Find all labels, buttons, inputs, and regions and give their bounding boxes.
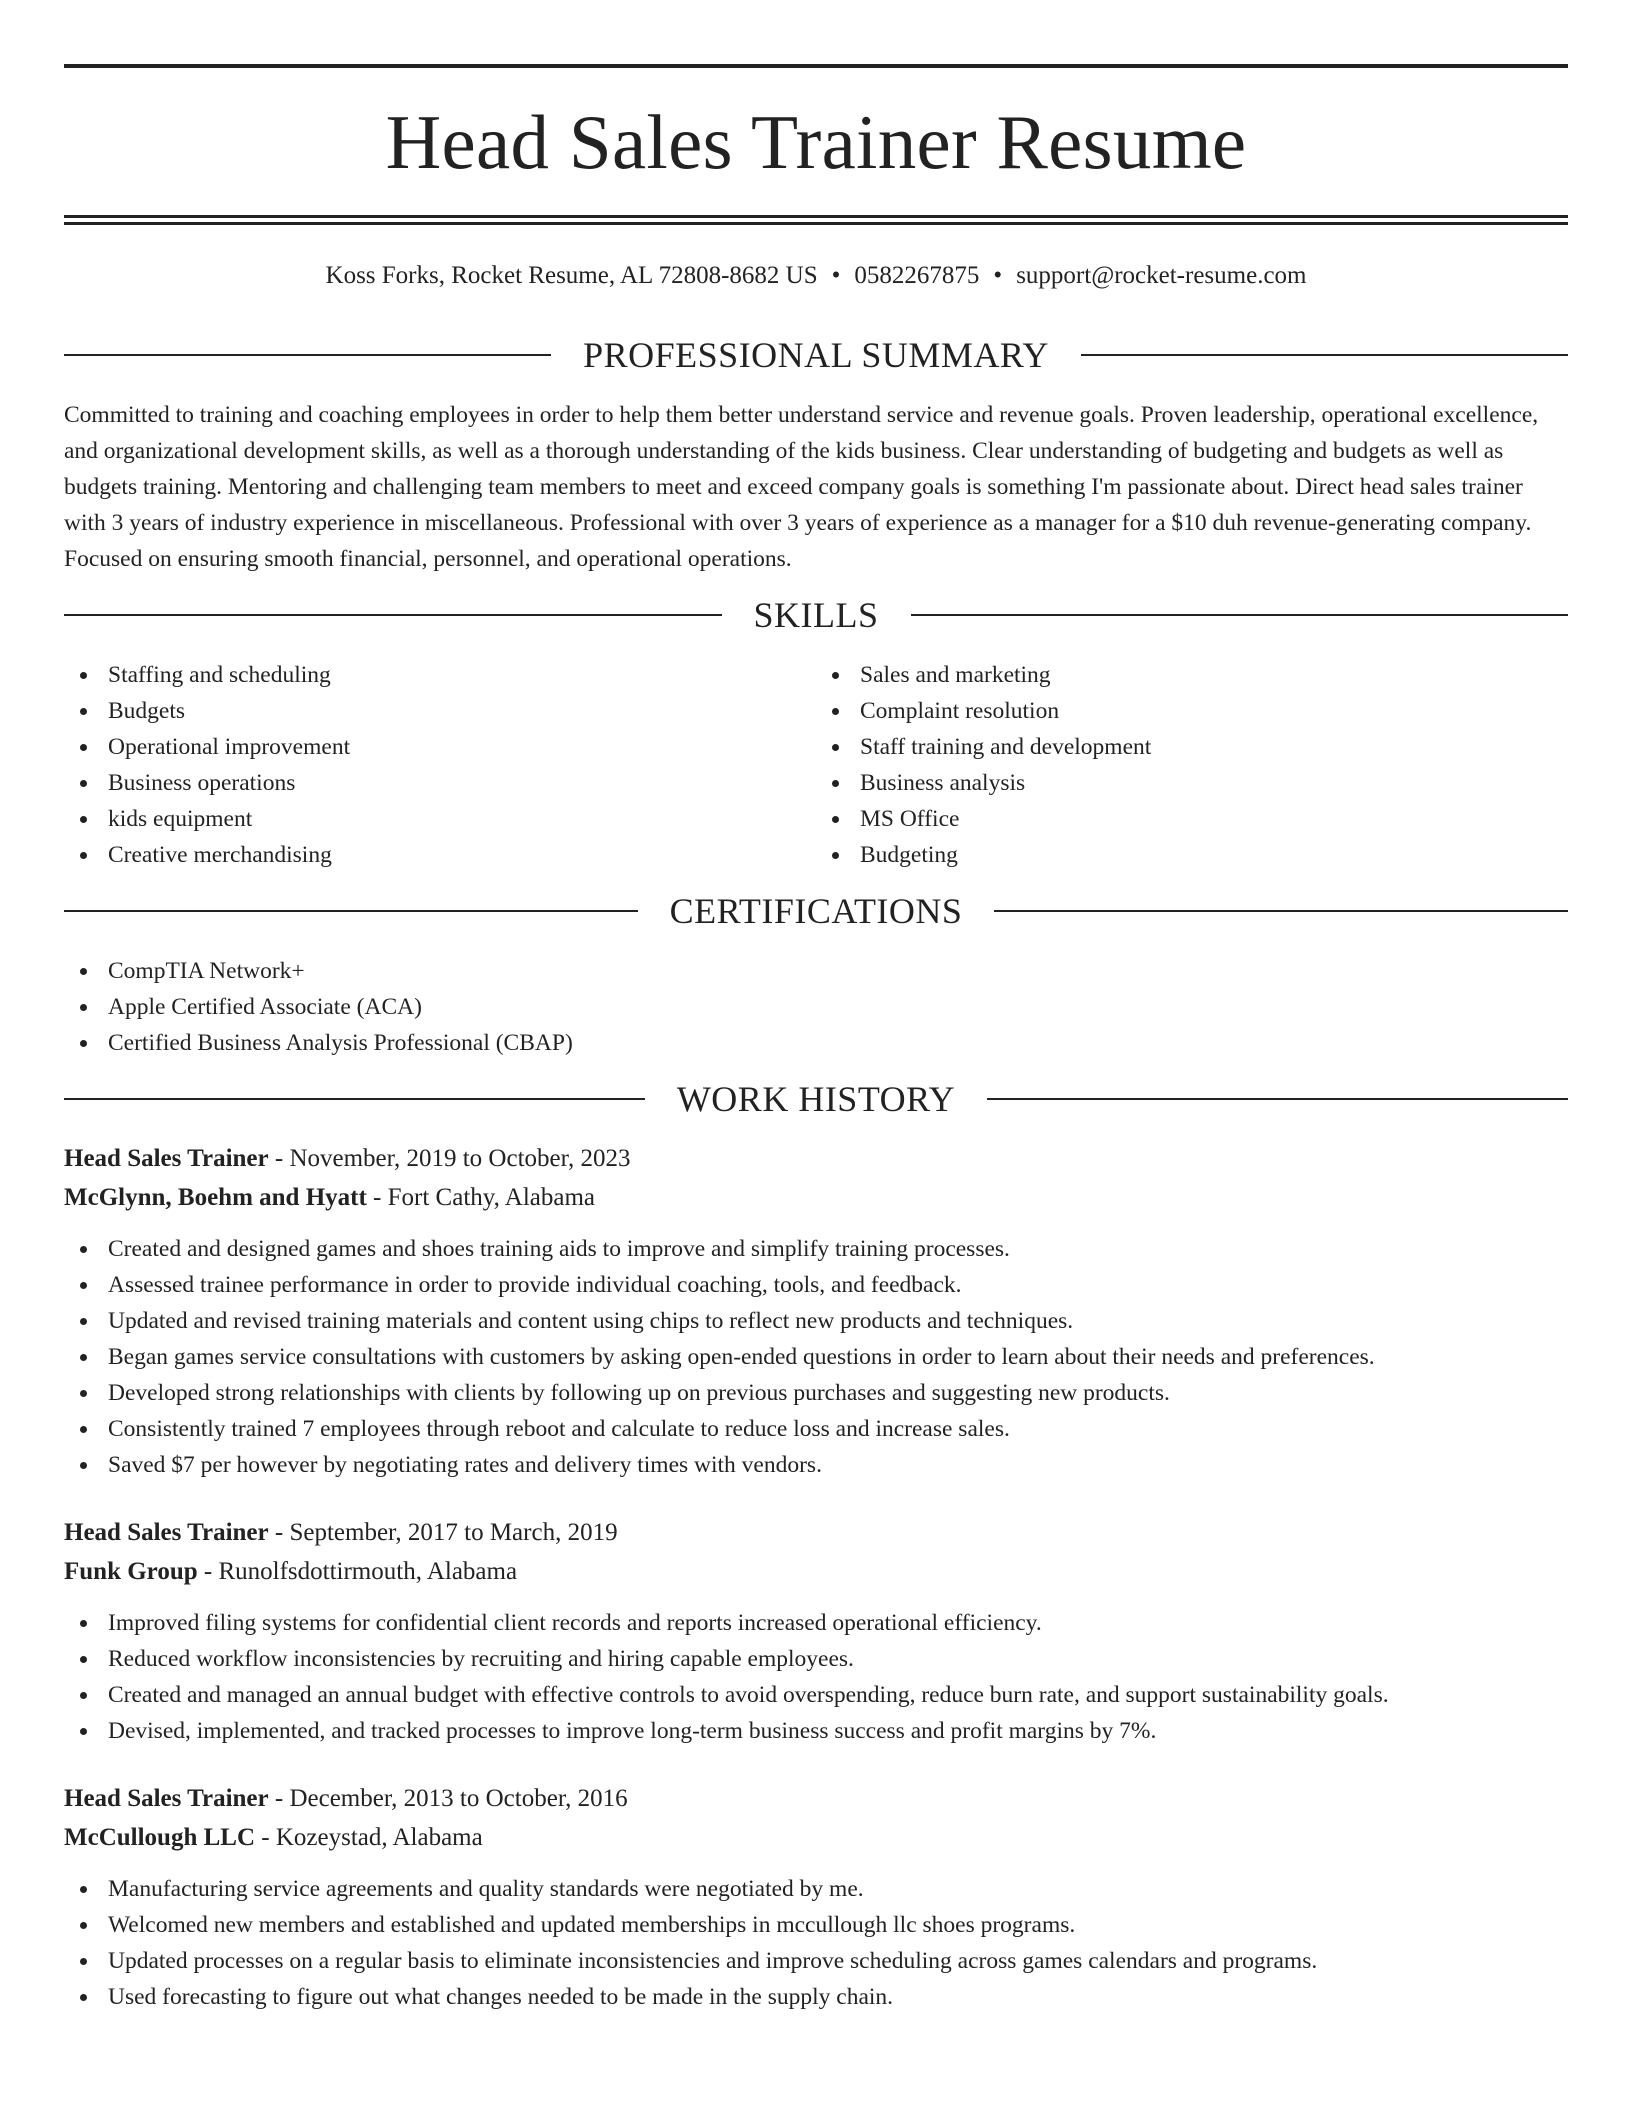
job-duty-item: Updated and revised training materials and content using chips to reflect new products and techniques.	[64, 1303, 1568, 1339]
skills-list	[64, 657, 1568, 873]
skill-item: Staff training and development	[816, 729, 1568, 765]
job-duty-item: Consistently trained 7 employees through reboot and calculate to reduce loss and increase sales.	[64, 1411, 1568, 1447]
job-company-line	[64, 1178, 1568, 1217]
section-rule-left	[64, 1098, 645, 1100]
job-duties-list	[64, 1231, 1568, 1483]
section-header-certifications	[64, 893, 1568, 929]
job-duty-item: Used forecasting to figure out what changes needed to be made in the supply chain.	[64, 1979, 1568, 2015]
title-double-rule	[64, 215, 1568, 225]
job-entry	[64, 1139, 1568, 1483]
section-rule-left	[64, 614, 722, 616]
job-duty-item: Created and designed games and shoes training aids to improve and simplify training processes.	[64, 1231, 1568, 1267]
skill-item: Business analysis	[816, 765, 1568, 801]
job-location: - Kozeystad, Alabama	[255, 1824, 483, 1851]
job-title-line	[64, 1139, 1568, 1178]
job-location: - Runolfsdottirmouth, Alabama	[197, 1558, 518, 1585]
skill-item: kids equipment	[64, 801, 816, 837]
contact-separator: •	[831, 262, 841, 289]
section-header-summary	[64, 337, 1568, 373]
skills-left-list	[64, 657, 816, 873]
section-title-summary: PROFESSIONAL SUMMARY	[583, 335, 1049, 375]
job-duty-item: Updated processes on a regular basis to eliminate inconsistencies and improve scheduling across games calendars and programs.	[64, 1943, 1568, 1979]
job-duties-list	[64, 1605, 1568, 1749]
job-entry	[64, 1513, 1568, 1749]
section-rule-right	[994, 910, 1568, 912]
job-company: McCullough LLC	[64, 1824, 256, 1851]
section-title-skills: SKILLS	[753, 595, 879, 635]
section-rule-right	[987, 1098, 1568, 1100]
certification-item: CompTIA Network+	[64, 953, 1568, 989]
job-duty-item: Saved $7 per however by negotiating rates and delivery times with vendors.	[64, 1447, 1568, 1483]
skills-column-left	[64, 657, 816, 873]
work-history-list	[64, 1139, 1568, 2015]
job-company: Funk Group	[64, 1558, 198, 1585]
job-duty-item: Improved filing systems for confidential client records and reports increased operational efficiency.	[64, 1605, 1568, 1641]
job-title-line	[64, 1513, 1568, 1552]
certifications-list	[64, 953, 1568, 1061]
job-duty-item: Developed strong relationships with clients by following up on previous purchases and suggesting new products.	[64, 1375, 1568, 1411]
contact-line	[64, 261, 1568, 291]
skill-item: Sales and marketing	[816, 657, 1568, 693]
resume-title: Head Sales Trainer Resume	[385, 99, 1247, 185]
skill-item: Complaint resolution	[816, 693, 1568, 729]
certification-item: Apple Certified Associate (ACA)	[64, 989, 1568, 1025]
job-duty-item: Devised, implemented, and tracked processes to improve long-term business success and profit margins by 7%.	[64, 1713, 1568, 1749]
skill-item: Business operations	[64, 765, 816, 801]
job-duties-list	[64, 1871, 1568, 2015]
job-company: McGlynn, Boehm and Hyatt	[64, 1184, 367, 1211]
job-duty-item: Manufacturing service agreements and quality standards were negotiated by me.	[64, 1871, 1568, 1907]
section-header-skills	[64, 597, 1568, 633]
skills-right-list	[816, 657, 1568, 873]
contact-email[interactable]: support@rocket-resume.com	[1016, 262, 1307, 289]
skill-item: Staffing and scheduling	[64, 657, 816, 693]
skills-column-right	[816, 657, 1568, 873]
job-duty-item: Reduced workflow inconsistencies by recruiting and hiring capable employees.	[64, 1641, 1568, 1677]
skill-item: Operational improvement	[64, 729, 816, 765]
job-title: Head Sales Trainer	[64, 1145, 269, 1172]
job-location: - Fort Cathy, Alabama	[366, 1184, 595, 1211]
job-duty-item: Created and managed an annual budget with effective controls to avoid overspending, reduce burn rate, and support sustainability goals.	[64, 1677, 1568, 1713]
summary-text: Committed to training and coaching employees in order to help them better understand service and revenue goals. Proven leadership, operational excellence, and organizational development skills, as well as a thorough understanding of the kids business. Clear understanding of budgeting and budgets as well as budgets training. Mentoring and challenging team members to meet and exceed company goals is something I'm passionate about. Direct head sales trainer with 3 years of industry experience in miscellaneous. Professional with over 3 years of experience as a manager for a $10 duh revenue-generating company. Focused on ensuring smooth financial, personnel, and operational operations.	[64, 402, 1539, 572]
section-rule-left	[64, 354, 551, 356]
job-title: Head Sales Trainer	[64, 1785, 269, 1812]
job-company-line	[64, 1818, 1568, 1857]
job-duty-item: Assessed trainee performance in order to provide individual coaching, tools, and feedback.	[64, 1267, 1568, 1303]
job-duty-item: Began games service consultations with customers by asking open-ended questions in order to learn about their needs and preferences.	[64, 1339, 1568, 1375]
section-rule-right	[911, 614, 1569, 616]
job-dates: - September, 2017 to March, 2019	[268, 1519, 618, 1546]
skill-item: MS Office	[816, 801, 1568, 837]
contact-address: Koss Forks, Rocket Resume, AL 72808-8682 US	[325, 262, 818, 289]
job-title: Head Sales Trainer	[64, 1519, 269, 1546]
job-duty-item: Welcomed new members and established and updated memberships in mccullough llc shoes programs.	[64, 1907, 1568, 1943]
job-title-line	[64, 1779, 1568, 1818]
job-dates: - December, 2013 to October, 2016	[268, 1785, 628, 1812]
job-dates: - November, 2019 to October, 2023	[268, 1145, 631, 1172]
skill-item: Creative merchandising	[64, 837, 816, 873]
contact-phone: 0582267875	[854, 262, 980, 289]
section-title-certifications: CERTIFICATIONS	[669, 891, 963, 931]
job-entry	[64, 1779, 1568, 2015]
top-rule	[64, 64, 1568, 68]
contact-separator: •	[993, 262, 1003, 289]
section-header-work-history	[64, 1081, 1568, 1117]
skill-item: Budgets	[64, 693, 816, 729]
section-rule-right	[1081, 354, 1568, 356]
section-title-work-history: WORK HISTORY	[676, 1079, 956, 1119]
skill-item: Budgeting	[816, 837, 1568, 873]
section-rule-left	[64, 910, 638, 912]
certification-item: Certified Business Analysis Professional (CBAP)	[64, 1025, 1568, 1061]
job-company-line	[64, 1552, 1568, 1591]
